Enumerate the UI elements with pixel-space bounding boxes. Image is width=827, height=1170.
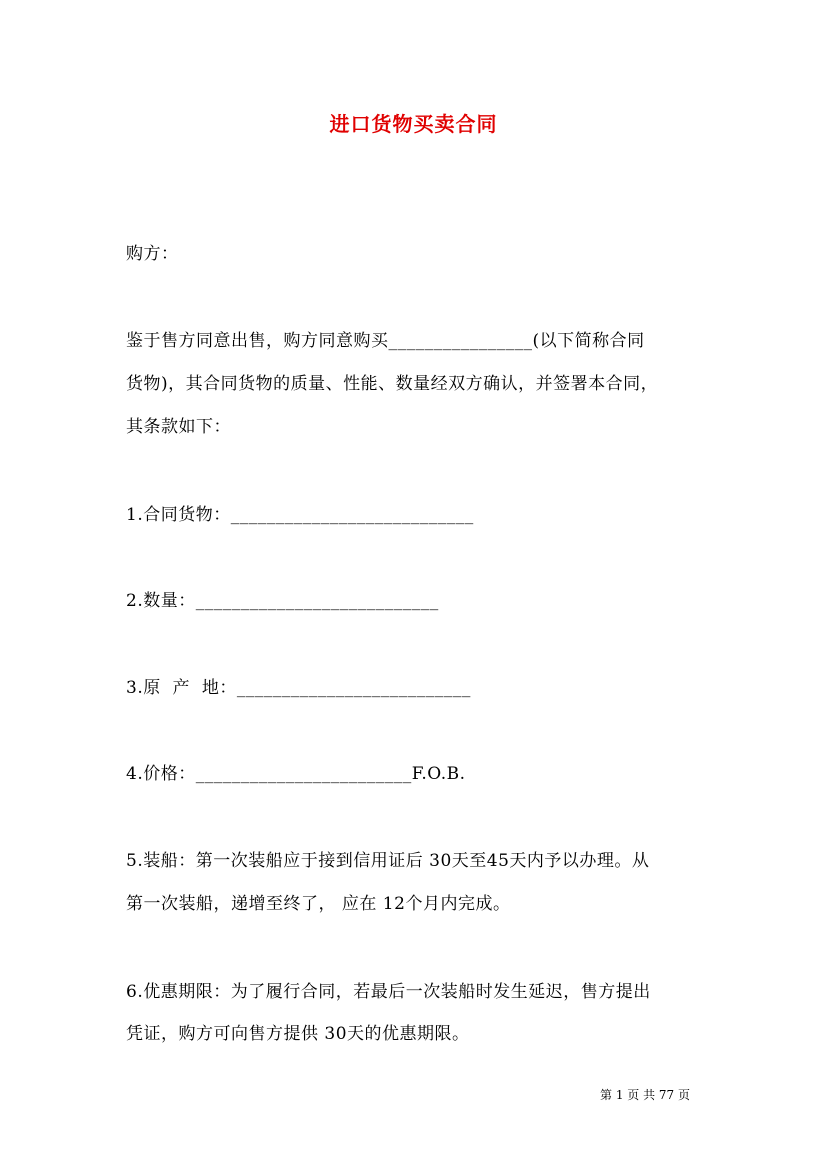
clause-goods: 1.合同货物：___________________________ — [126, 505, 474, 525]
document-title: 进口货物买卖合同 — [329, 112, 498, 136]
clause-origin: 3.原 产 地：__________________________ — [126, 678, 471, 698]
buyer-label: 购方： — [126, 244, 179, 264]
intro-line-1: 鉴于售方同意出售，购方同意购买________________(以下简称合同 — [126, 331, 645, 351]
intro-line-3: 其条款如下： — [126, 417, 231, 437]
clause-shipment-line-2: 第一次装船，递增至终了， 应在 12个月内完成。 — [126, 894, 511, 914]
clause-grace-line-2: 凭证，购方可向售方提供 30天的优惠期限。 — [126, 1024, 470, 1044]
clause-price: 4.价格：________________________F.O.B. — [126, 764, 466, 784]
clause-grace-line-1: 6.优惠期限：为了履行合同，若最后一次装船时发生延迟，售方提出 — [126, 982, 651, 1002]
page-number-footer: 第 1 页 共 77 页 — [600, 1088, 690, 1102]
clause-shipment-line-1: 5.装船：第一次装船应于接到信用证后 30天至45天内予以办理。从 — [126, 851, 650, 871]
clause-quantity: 2.数量：___________________________ — [126, 591, 439, 611]
intro-line-2: 货物)，其合同货物的质量、性能、数量经双方确认，并签署本合同， — [126, 374, 659, 394]
